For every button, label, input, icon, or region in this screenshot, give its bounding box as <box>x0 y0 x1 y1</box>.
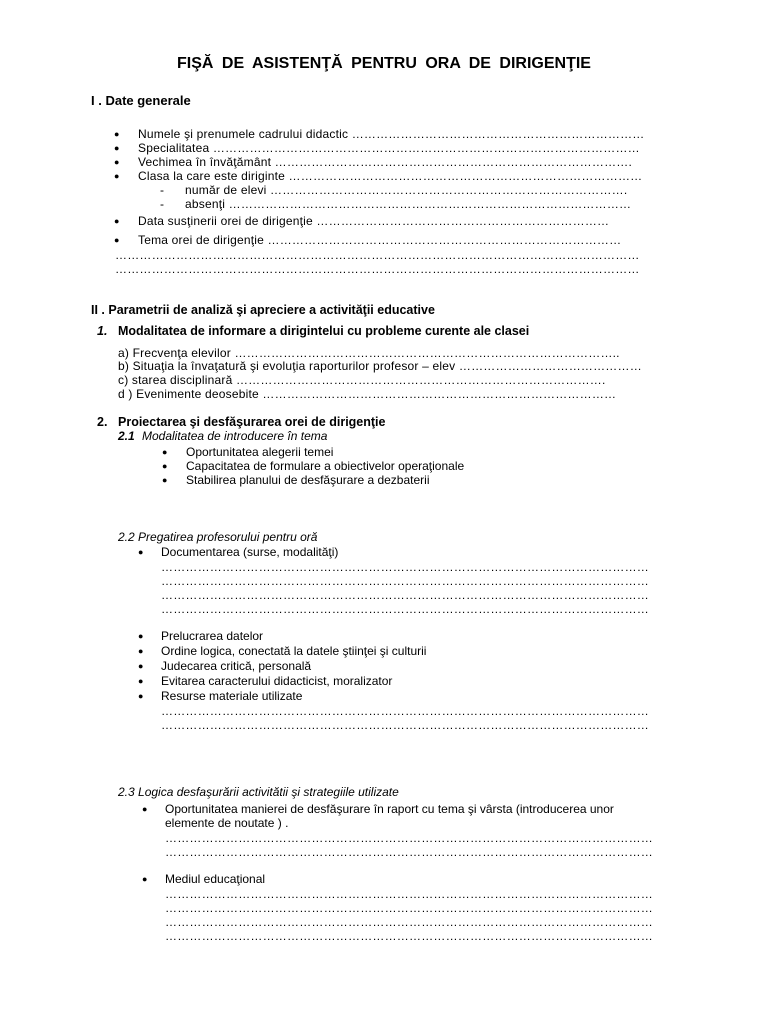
document-title: FIŞĂ DE ASISTENŢĂ PENTRU ORA DE DIRIGENŢIE <box>177 55 591 72</box>
bullet-icon: ● <box>114 157 120 167</box>
dot-line: ………………………………………………………………………………………………………… <box>161 574 649 588</box>
subsection-2-1-label: Modalitatea de introducere în tema <box>142 429 328 443</box>
list-item: Documentarea (surse, modalităţi) <box>161 545 339 559</box>
field-events: d ) Evenimente deosebite …………………………………………………………………………… <box>118 387 617 401</box>
field-teacher-name: Numele şi prenumele cadrului didactic ……………………………………………………………… <box>138 127 645 141</box>
dot-line: ………………………………………………………………………………………………………… <box>161 588 649 602</box>
field-seniority: Vechimea în învăţământ ……………………………………………………………………………. <box>138 155 633 169</box>
bullet-icon: ● <box>138 547 144 557</box>
field-students-count: număr de elevi ……………………………………………………………………………. <box>185 183 628 197</box>
bullet-icon: ● <box>138 676 144 686</box>
list-item: Oportunitatea alegerii temei <box>186 445 334 459</box>
bullet-icon: ● <box>138 661 144 671</box>
bullet-icon: ● <box>114 235 120 245</box>
subsection-2-heading: Proiectarea şi desfăşurarea orei de dirigenţie <box>118 415 386 429</box>
dot-line: ………………………………………………………………………………………………………… <box>165 929 653 943</box>
subsection-2-2-label: 2.2 Pregatirea profesorului pentru oră <box>118 530 318 544</box>
subsection-1-heading: Modalitatea de informare a dirigintelui cu probleme curente ale clasei <box>118 324 530 338</box>
dot-line: ………………………………………………………………………………………………………… <box>161 602 649 616</box>
field-class: Clasa la care este diriginte …………………………………………………………………………… <box>138 169 643 183</box>
field-discipline: c) starea disciplinară ………………………………………………………………………………. <box>118 373 606 387</box>
dot-line: ………………………………………………………………………………………………………… <box>165 915 653 929</box>
dash-icon: - <box>160 197 164 211</box>
dot-line: ………………………………………………………………………………………………………………… <box>115 262 640 276</box>
list-item: Mediul educaţional <box>165 872 266 886</box>
subsection-2-1-number: 2.1 <box>118 429 135 443</box>
dot-line: ………………………………………………………………………………………………………………… <box>115 248 640 262</box>
field-topic: Tema orei de dirigenţie …………………………………………………………………………… <box>138 233 622 247</box>
list-item: Stabilirea planului de desfăşurare a dezbaterii <box>186 473 430 487</box>
bullet-icon: ● <box>114 129 120 139</box>
list-item: Judecarea critică, personală <box>161 659 312 673</box>
subsection-number: 2. <box>97 415 108 429</box>
dot-line: ………………………………………………………………………………………………………… <box>161 718 649 732</box>
field-specialty: Specialitatea …………………………………………………………………………………………… <box>138 141 640 155</box>
bullet-icon: ● <box>114 143 120 153</box>
list-item: Oportunitatea manierei de desfăşurare în raport cu tema şi vârsta (introducerea unor <box>165 802 614 816</box>
list-item: Ordine logica, conectată la datele ştiinţei şi culturii <box>161 644 427 658</box>
section-2-heading: II . Parametrii de analiză şi apreciere a activităţii educative <box>91 303 435 317</box>
dot-line: ………………………………………………………………………………………………………… <box>165 845 653 859</box>
dot-line: ………………………………………………………………………………………………………… <box>165 901 653 915</box>
subsection-2-3-label: 2.3 Logica desfaşurării activitătii şi strategiile utilizate <box>118 785 399 799</box>
dot-line: ………………………………………………………………………………………………………… <box>161 704 649 718</box>
field-date: Data susţinerii orei de dirigenţie ……………………………………………………………… <box>138 214 610 228</box>
field-absent: absenţi ……………………………………………………………………………………… <box>185 197 632 211</box>
dot-line: ………………………………………………………………………………………………………… <box>165 831 653 845</box>
dash-icon: - <box>160 183 164 197</box>
bullet-icon: ● <box>114 171 120 181</box>
bullet-icon: ● <box>162 447 168 457</box>
bullet-icon: ● <box>162 475 168 485</box>
dot-line: ………………………………………………………………………………………………………… <box>161 560 649 574</box>
bullet-icon: ● <box>138 631 144 641</box>
field-learning-situation: b) Situaţia la învaţatură şi evoluţia raporturilor profesor – elev ……………………………………… <box>118 359 642 373</box>
bullet-icon: ● <box>138 691 144 701</box>
section-1-heading: I . Date generale <box>91 93 191 108</box>
list-item: Capacitatea de formulare a obiectivelor operaţionale <box>186 459 465 473</box>
bullet-icon: ● <box>142 804 148 814</box>
field-attendance: a) Frecvenţa elevilor ………………………………………………………………………………….. <box>118 346 620 360</box>
bullet-icon: ● <box>142 874 148 884</box>
list-item-continuation: elemente de noutate ) . <box>165 816 289 830</box>
list-item: Resurse materiale utilizate <box>161 689 303 703</box>
list-item: Prelucrarea datelor <box>161 629 264 643</box>
list-item: Evitarea caracterului didacticist, moralizator <box>161 674 393 688</box>
bullet-icon: ● <box>114 216 120 226</box>
dot-line: ………………………………………………………………………………………………………… <box>165 887 653 901</box>
bullet-icon: ● <box>162 461 168 471</box>
bullet-icon: ● <box>138 646 144 656</box>
subsection-number: 1. <box>97 324 108 338</box>
